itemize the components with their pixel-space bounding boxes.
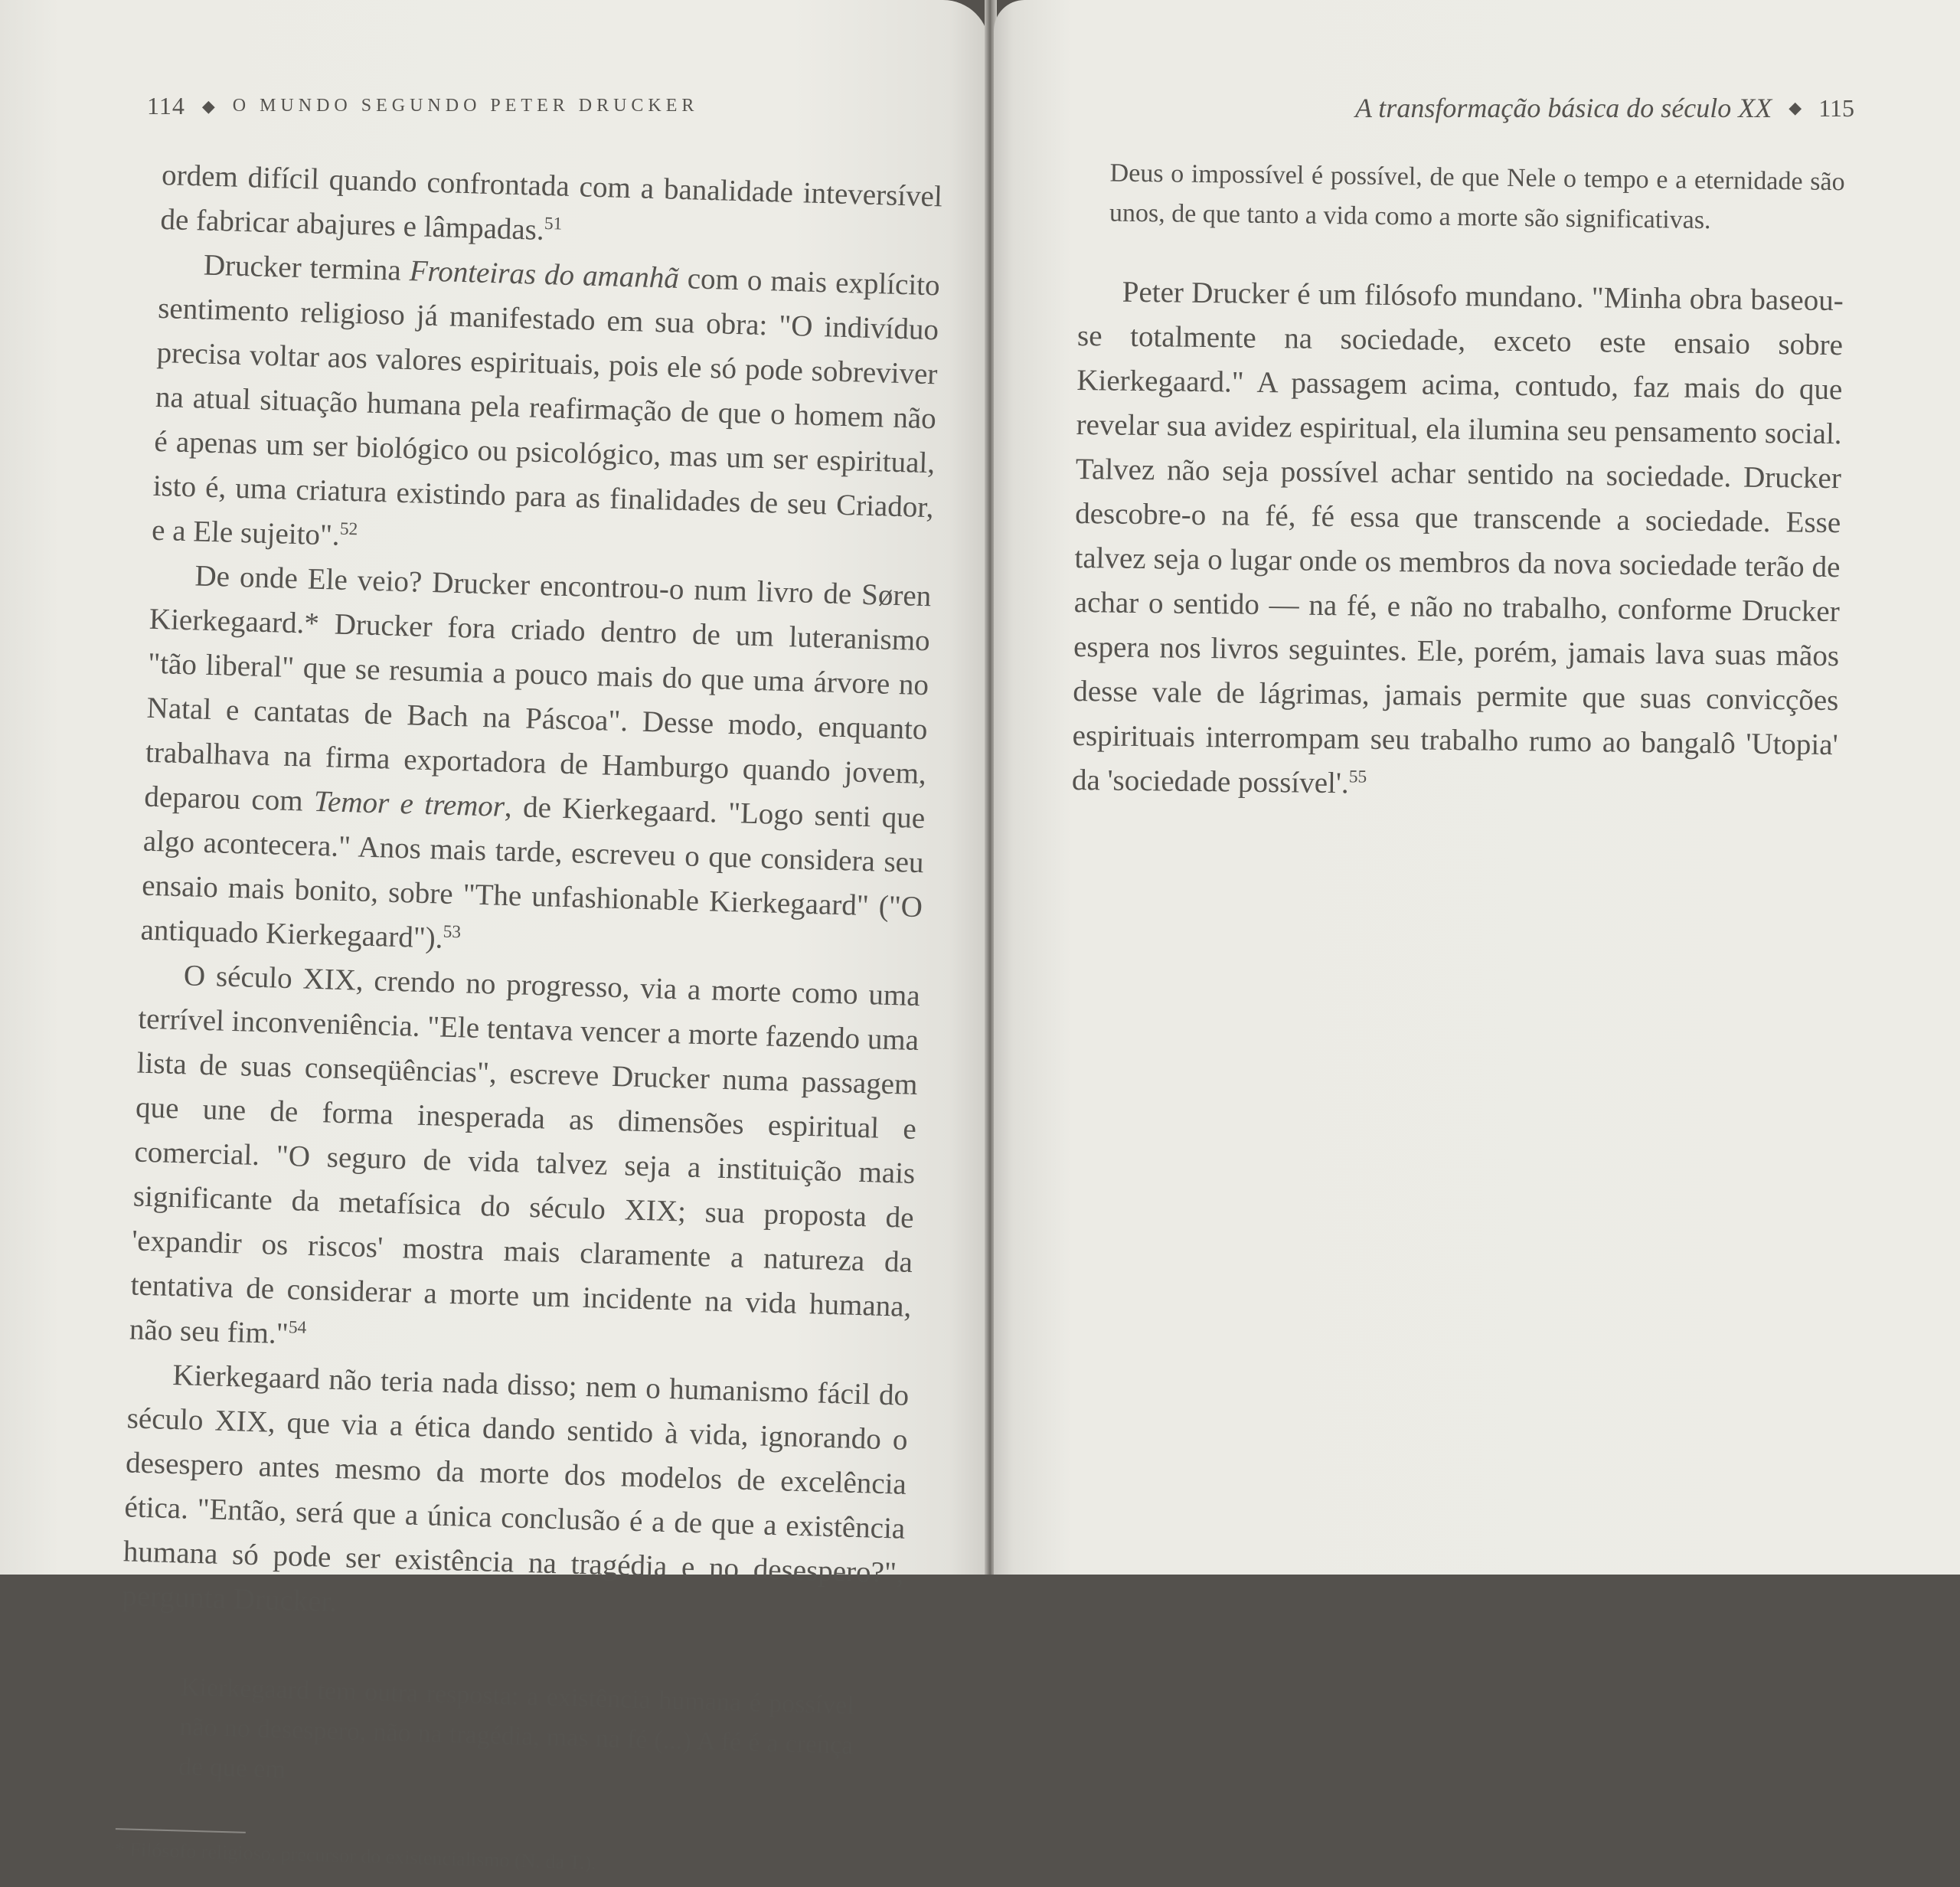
note-ref: 54 xyxy=(288,1317,307,1338)
left-page-body xyxy=(115,153,943,1887)
note-ref: 53 xyxy=(443,921,462,943)
note-ref: 55 xyxy=(1348,767,1367,787)
book-title: Fronteiras do amanhã xyxy=(409,254,680,295)
paragraph: O século XIX, crendo no progresso, via a morte como uma terrível inconveniência. "Ele tentava vencer a morte fazendo uma lista de suas conseqüências", escreve Drucker numa passagem que une de forma inesperada as dimensões espiritual e comercial. "O seguro de vida talvez seja a instituição mais significante da metafísica do século XIX; sua proposta de 'expandir os riscos' mostra mais claramente a natureza da tentativa de considerar a morte um incidente na vida humana, não seu fim."$^{54}$ xyxy=(129,959,921,1351)
note-ref: 52 xyxy=(339,518,358,540)
paragraph: ordem difícil quando confrontada com a banalidade inteversível de fabricar abajures e lâmpadas.$^{51}$ xyxy=(159,158,943,247)
footnote: * Filósofo religioso, precursor do existencialismo (N. da T.). xyxy=(114,1838,597,1874)
right-running-head xyxy=(1355,92,1854,124)
right-page-body xyxy=(1072,153,1845,812)
note-ref: 51 xyxy=(544,213,563,234)
book-title: Temor e tremor xyxy=(313,784,505,823)
block-quote-continuation: Deus o impossível é possível, de que Nele o tempo e a eternidade são unos, de que tanto a vida como a morte são significativas. xyxy=(1109,159,1845,235)
diamond-ornament-icon: ◆ xyxy=(1788,98,1802,117)
paragraph: Peter Drucker é um filósofo mundano. "Minha obra baseou-se totalmente na sociedade, exceto este ensaio sobre Kierkegaard." A passagem acima, contudo, faz mais do que revelar sua avidez espiritual, ela ilumina seu pensamento social. Talvez não seja possível achar sentido na sociedade. Drucker descobre-o na fé, fé essa que transcende a sociedade. Esse talvez seja o lugar onde os membros da nova sociedade terão de achar o sentido — na fé, e não no trabalho, conforme Drucker espera nos livros seguintes. Ele, porém, jamais lava suas mãos desse vale de lágrimas, jamais permite que suas convicções espirituais interrompam seu trabalho rumo ao bangalô 'Utopia' da 'sociedade possível'.$^{55}$ xyxy=(1071,275,1844,800)
paragraph: Drucker termina Fronteiras do amanhã com o mais explícito sentimento religioso já manifestado em sua obra: "O indivíduo precisa voltar aos valores espirituais, pois ele só pode sobreviver na atual situação humana pela reafirmação de que o homem não é apenas um ser biológico ou psicológico, mas um ser espiritual, isto é, uma criatura existindo para as finalidades de seu Criador, e a Ele sujeito".$^{52}$ xyxy=(151,248,941,552)
right-page-number: 115 xyxy=(1818,93,1854,122)
left-running-title: O MUNDO SEGUNDO PETER DRUCKER xyxy=(232,96,699,116)
right-running-title: A transformação básica do século XX xyxy=(1354,93,1772,123)
block-quote: Kierkegaard tem outra resposta: a existência humana é possível não no desespero, não na tragédia, mas na fé (...) A fé é a crença de que em xyxy=(178,1673,855,1784)
left-page-number: 114 xyxy=(147,92,185,119)
diamond-ornament-icon: ◆ xyxy=(201,96,216,116)
paragraph: De onde Ele veio? Drucker encontrou-o num livro de Søren Kierkegaard.* Drucker fora criado dentro de um luteranismo "tão liberal" que se resumia a pouco mais do que uma árvore no Natal e cantatas de Bach na Páscoa". Desse modo, enquanto trabalhava na firma exportadora de Hamburgo quando jovem, deparou com Temor e tremor, de Kierkegaard. "Logo senti que algo acontecera." Anos mais tarde, escreveu o que considera seu ensaio mais bonito, sobre "The unfashionable Kierkegaard" ("O antiquado Kierkegaard").$^{53}$ xyxy=(140,559,932,955)
left-running-head xyxy=(147,92,698,120)
paragraph: Kierkegaard não teria nada disso; nem o humanismo fácil do século XIX, que via a ética dando sentido à vida, ignorando o desespero antes mesmo da morte dos modelos de excelência ética. "Então, será que a única conclusão é a de que a existência humana só pode ser existência na tragédia e no desespero?", pergunta Drucker. xyxy=(121,1359,910,1619)
footnote-divider xyxy=(116,1828,246,1833)
